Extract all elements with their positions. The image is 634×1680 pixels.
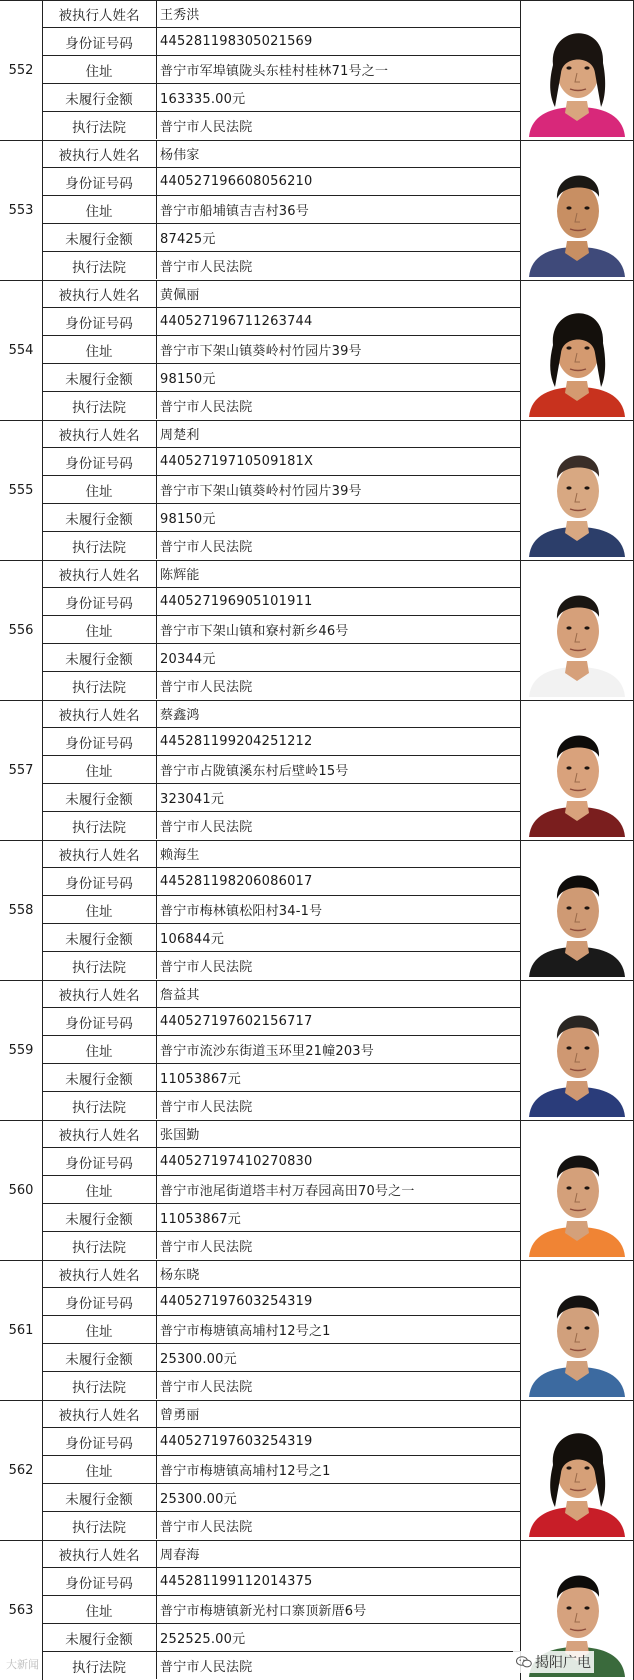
field-row-amount <box>42 1064 520 1092</box>
field-value-address: 普宁市占陇镇溪东村后壁岭15号 <box>160 764 349 779</box>
field-label-court: 执行法院 <box>42 112 157 139</box>
field-value-address: 普宁市梅塘镇高埔村12号之1 <box>160 1324 331 1339</box>
field-label-name: 被执行人姓名 <box>42 140 157 167</box>
field-label-id: 身份证号码 <box>42 1288 157 1315</box>
field-value-address: 普宁市池尾街道塔丰村万春园高田70号之一 <box>160 1184 415 1199</box>
field-label-amount: 未履行金额 <box>42 1484 157 1511</box>
field-value-address: 普宁市流沙东街道玉环里21幢203号 <box>160 1044 374 1059</box>
field-label-address: 住址 <box>42 1456 157 1483</box>
field-label-court: 执行法院 <box>42 952 157 979</box>
field-label-id: 身份证号码 <box>42 448 157 475</box>
field-row-id <box>42 1428 520 1456</box>
photo-cell <box>520 560 634 700</box>
field-value-id: 440527197602156717 <box>160 1014 313 1029</box>
portrait-photo <box>523 843 631 977</box>
field-value-amount: 98150元 <box>160 372 216 387</box>
field-label-address: 住址 <box>42 196 157 223</box>
portrait-photo <box>523 983 631 1117</box>
field-value-name: 蔡鑫鸿 <box>160 708 200 723</box>
field-label-address: 住址 <box>42 1316 157 1343</box>
field-label-court: 执行法院 <box>42 1372 157 1399</box>
field-value-name: 曾勇丽 <box>160 1408 200 1423</box>
field-row-id <box>42 1148 520 1176</box>
field-row-court <box>42 1232 520 1260</box>
field-value-id: 440527197603254319 <box>160 1434 313 1449</box>
field-row-address <box>42 756 520 784</box>
field-row-address <box>42 196 520 224</box>
field-value-amount: 11053867元 <box>160 1212 241 1227</box>
field-value-amount: 20344元 <box>160 652 216 667</box>
field-value-court: 普宁市人民法院 <box>160 120 253 135</box>
field-value-court: 普宁市人民法院 <box>160 1660 253 1675</box>
portrait-photo <box>523 3 631 137</box>
field-row-name <box>42 1400 520 1428</box>
field-value-court: 普宁市人民法院 <box>160 680 253 695</box>
field-label-name: 被执行人姓名 <box>42 0 157 27</box>
field-value-court: 普宁市人民法院 <box>160 260 253 275</box>
field-row-id <box>42 868 520 896</box>
field-value-court: 普宁市人民法院 <box>160 1100 253 1115</box>
field-value-name: 周春海 <box>160 1548 200 1563</box>
field-label-amount: 未履行金额 <box>42 784 157 811</box>
field-value-address: 普宁市下架山镇葵岭村竹园片39号 <box>160 344 362 359</box>
field-value-amount: 98150元 <box>160 512 216 527</box>
field-value-name: 杨东晓 <box>160 1268 200 1283</box>
field-label-name: 被执行人姓名 <box>42 420 157 447</box>
brand-text: 揭阳广电 <box>535 1655 591 1671</box>
field-row-id <box>42 1568 520 1596</box>
field-row-amount <box>42 84 520 112</box>
field-row-court <box>42 1512 520 1540</box>
field-row-name <box>42 840 520 868</box>
field-label-address: 住址 <box>42 1596 157 1623</box>
record-number: 554 <box>0 280 43 420</box>
debtor-record <box>0 840 634 980</box>
field-value-court: 普宁市人民法院 <box>160 820 253 835</box>
field-value-amount: 11053867元 <box>160 1072 241 1087</box>
field-label-id: 身份证号码 <box>42 1428 157 1455</box>
field-value-court: 普宁市人民法院 <box>160 960 253 975</box>
field-value-name: 黄佩丽 <box>160 288 200 303</box>
field-label-name: 被执行人姓名 <box>42 840 157 867</box>
field-value-address: 普宁市下架山镇和寮村新乡46号 <box>160 624 349 639</box>
field-label-court: 执行法院 <box>42 392 157 419</box>
field-value-address: 普宁市梅塘镇新光村口寨顶新厝6号 <box>160 1604 367 1619</box>
photo-cell <box>520 420 634 560</box>
field-row-court <box>42 952 520 980</box>
field-value-amount: 252525.00元 <box>160 1632 246 1647</box>
field-value-address: 普宁市船埔镇吉吉村36号 <box>160 204 309 219</box>
field-label-id: 身份证号码 <box>42 168 157 195</box>
field-row-amount <box>42 784 520 812</box>
field-value-id: 445281198206086017 <box>160 874 313 889</box>
field-label-court: 执行法院 <box>42 672 157 699</box>
field-label-amount: 未履行金额 <box>42 504 157 531</box>
field-value-amount: 323041元 <box>160 792 225 807</box>
record-number: 557 <box>0 700 43 840</box>
debtor-record <box>0 1400 634 1540</box>
field-row-court <box>42 392 520 420</box>
field-row-name <box>42 280 520 308</box>
field-row-address <box>42 56 520 84</box>
portrait-photo <box>523 563 631 697</box>
field-row-id <box>42 1008 520 1036</box>
field-label-address: 住址 <box>42 896 157 923</box>
field-row-address <box>42 896 520 924</box>
field-label-amount: 未履行金额 <box>42 1204 157 1231</box>
debtor-record <box>0 560 634 700</box>
field-value-id: 44052719710509181X <box>160 454 314 469</box>
field-label-id: 身份证号码 <box>42 868 157 895</box>
field-label-amount: 未履行金额 <box>42 924 157 951</box>
field-row-name <box>42 140 520 168</box>
field-value-name: 詹益其 <box>160 988 200 1003</box>
field-row-court <box>42 672 520 700</box>
field-value-amount: 25300.00元 <box>160 1492 237 1507</box>
field-value-court: 普宁市人民法院 <box>160 1240 253 1255</box>
field-label-id: 身份证号码 <box>42 588 157 615</box>
field-row-name <box>42 1120 520 1148</box>
field-label-court: 执行法院 <box>42 532 157 559</box>
field-row-amount <box>42 1484 520 1512</box>
portrait-photo <box>523 1403 631 1537</box>
portrait-photo <box>523 1123 631 1257</box>
debtor-record <box>0 0 634 140</box>
field-row-id <box>42 308 520 336</box>
field-row-court <box>42 532 520 560</box>
field-row-amount <box>42 1204 520 1232</box>
field-value-id: 445281198305021569 <box>160 34 313 49</box>
field-row-court <box>42 1652 520 1680</box>
field-label-amount: 未履行金额 <box>42 1624 157 1651</box>
field-label-address: 住址 <box>42 756 157 783</box>
field-row-name <box>42 1540 520 1568</box>
field-label-court: 执行法院 <box>42 1232 157 1259</box>
field-label-address: 住址 <box>42 1176 157 1203</box>
field-value-name: 陈辉能 <box>160 568 200 583</box>
field-label-id: 身份证号码 <box>42 728 157 755</box>
field-value-court: 普宁市人民法院 <box>160 540 253 555</box>
photo-cell <box>520 0 634 140</box>
field-row-id <box>42 448 520 476</box>
photo-cell <box>520 1400 634 1540</box>
debtor-record <box>0 140 634 280</box>
field-row-court <box>42 112 520 140</box>
field-row-court <box>42 1092 520 1120</box>
record-number: 555 <box>0 420 43 560</box>
field-label-amount: 未履行金额 <box>42 1344 157 1371</box>
field-label-name: 被执行人姓名 <box>42 700 157 727</box>
field-row-amount <box>42 504 520 532</box>
field-value-address: 普宁市梅塘镇高埔村12号之1 <box>160 1464 331 1479</box>
field-row-address <box>42 1596 520 1624</box>
field-value-court: 普宁市人民法院 <box>160 400 253 415</box>
field-row-id <box>42 28 520 56</box>
field-label-name: 被执行人姓名 <box>42 280 157 307</box>
record-number: 553 <box>0 140 43 280</box>
field-row-name <box>42 0 520 28</box>
field-label-id: 身份证号码 <box>42 1148 157 1175</box>
field-value-amount: 163335.00元 <box>160 92 246 107</box>
field-label-address: 住址 <box>42 336 157 363</box>
debtor-record <box>0 1120 634 1260</box>
portrait-photo <box>523 1263 631 1397</box>
field-value-id: 445281199112014375 <box>160 1574 313 1589</box>
field-value-id: 440527197410270830 <box>160 1154 313 1169</box>
field-value-name: 张国勤 <box>160 1128 200 1143</box>
wechat-icon <box>516 1656 532 1668</box>
record-number: 562 <box>0 1400 43 1540</box>
field-value-amount: 106844元 <box>160 932 225 947</box>
field-label-id: 身份证号码 <box>42 28 157 55</box>
field-value-id: 440527197603254319 <box>160 1294 313 1309</box>
field-row-address <box>42 476 520 504</box>
field-value-id: 445281199204251212 <box>160 734 313 749</box>
field-row-name <box>42 980 520 1008</box>
field-label-name: 被执行人姓名 <box>42 1120 157 1147</box>
field-row-address <box>42 1176 520 1204</box>
field-value-court: 普宁市人民法院 <box>160 1520 253 1535</box>
field-row-id <box>42 1288 520 1316</box>
debtor-record <box>0 420 634 560</box>
record-number: 552 <box>0 0 43 140</box>
field-label-id: 身份证号码 <box>42 308 157 335</box>
record-number: 561 <box>0 1260 43 1400</box>
record-number: 558 <box>0 840 43 980</box>
field-row-address <box>42 1456 520 1484</box>
field-row-id <box>42 168 520 196</box>
field-row-court <box>42 252 520 280</box>
debtor-record <box>0 980 634 1120</box>
field-value-name: 王秀洪 <box>160 8 200 23</box>
field-row-amount <box>42 364 520 392</box>
field-label-name: 被执行人姓名 <box>42 1400 157 1427</box>
field-label-amount: 未履行金额 <box>42 84 157 111</box>
record-number: 559 <box>0 980 43 1120</box>
field-row-amount <box>42 224 520 252</box>
field-row-amount <box>42 1624 520 1652</box>
field-label-court: 执行法院 <box>42 1092 157 1119</box>
field-label-name: 被执行人姓名 <box>42 1540 157 1567</box>
field-label-court: 执行法院 <box>42 252 157 279</box>
field-label-court: 执行法院 <box>42 1652 157 1679</box>
photo-cell <box>520 280 634 420</box>
field-row-address <box>42 1316 520 1344</box>
field-row-address <box>42 1036 520 1064</box>
record-number: 556 <box>0 560 43 700</box>
field-value-address: 普宁市下架山镇葵岭村竹园片39号 <box>160 484 362 499</box>
photo-cell <box>520 840 634 980</box>
photo-cell <box>520 1260 634 1400</box>
field-row-name <box>42 420 520 448</box>
field-row-court <box>42 1372 520 1400</box>
photo-cell <box>520 700 634 840</box>
field-row-name <box>42 1260 520 1288</box>
field-value-id: 440527196608056210 <box>160 174 313 189</box>
field-value-id: 440527196711263744 <box>160 314 313 329</box>
field-value-name: 杨伟家 <box>160 148 200 163</box>
brand-watermark <box>513 1651 594 1673</box>
field-row-id <box>42 588 520 616</box>
field-value-name: 赖海生 <box>160 848 200 863</box>
field-value-id: 440527196905101911 <box>160 594 313 609</box>
field-label-amount: 未履行金额 <box>42 1064 157 1091</box>
portrait-photo <box>523 143 631 277</box>
field-row-amount <box>42 1344 520 1372</box>
field-value-address: 普宁市梅林镇松阳村34-1号 <box>160 904 323 919</box>
photo-cell <box>520 1120 634 1260</box>
field-label-name: 被执行人姓名 <box>42 980 157 1007</box>
portrait-photo <box>523 423 631 557</box>
field-label-address: 住址 <box>42 476 157 503</box>
field-label-address: 住址 <box>42 56 157 83</box>
field-label-name: 被执行人姓名 <box>42 1260 157 1287</box>
field-row-amount <box>42 644 520 672</box>
field-value-amount: 87425元 <box>160 232 216 247</box>
record-number: 563 <box>0 1540 43 1680</box>
field-label-name: 被执行人姓名 <box>42 560 157 587</box>
portrait-photo <box>523 703 631 837</box>
field-row-address <box>42 616 520 644</box>
field-row-address <box>42 336 520 364</box>
debtor-record <box>0 700 634 840</box>
field-label-id: 身份证号码 <box>42 1008 157 1035</box>
debtor-record <box>0 280 634 420</box>
field-label-address: 住址 <box>42 616 157 643</box>
field-label-amount: 未履行金额 <box>42 644 157 671</box>
field-row-id <box>42 728 520 756</box>
field-row-court <box>42 812 520 840</box>
field-label-id: 身份证号码 <box>42 1568 157 1595</box>
field-label-amount: 未履行金额 <box>42 364 157 391</box>
photo-cell <box>520 140 634 280</box>
photo-cell <box>520 980 634 1120</box>
field-label-court: 执行法院 <box>42 812 157 839</box>
record-number: 560 <box>0 1120 43 1260</box>
field-row-name <box>42 700 520 728</box>
portrait-photo <box>523 283 631 417</box>
field-row-amount <box>42 924 520 952</box>
field-label-court: 执行法院 <box>42 1512 157 1539</box>
debtor-record <box>0 1260 634 1400</box>
field-value-address: 普宁市军埠镇陇头东桂村桂林71号之一 <box>160 64 389 79</box>
field-label-address: 住址 <box>42 1036 157 1063</box>
field-value-court: 普宁市人民法院 <box>160 1380 253 1395</box>
field-row-name <box>42 560 520 588</box>
field-label-amount: 未履行金额 <box>42 224 157 251</box>
field-value-amount: 25300.00元 <box>160 1352 237 1367</box>
field-value-name: 周楚利 <box>160 428 200 443</box>
watermark-text: 大新闻 <box>6 1658 39 1671</box>
